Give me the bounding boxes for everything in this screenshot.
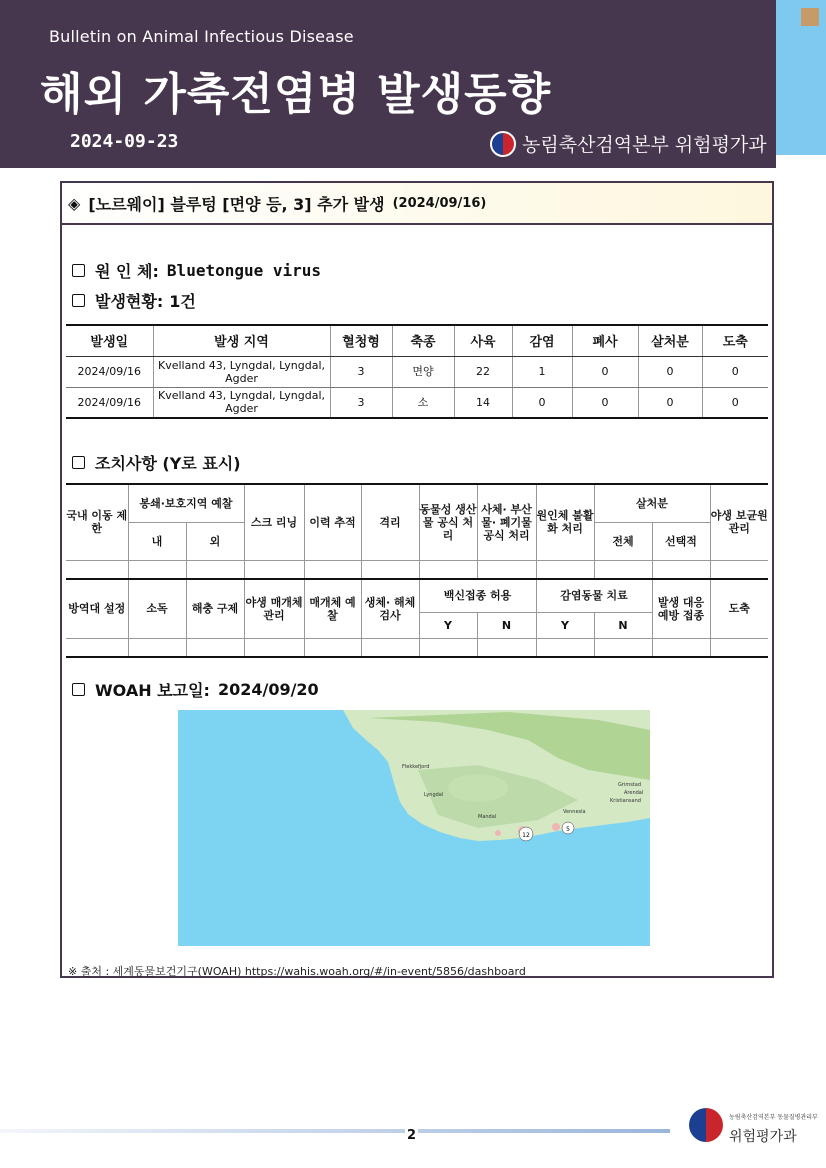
header-culling: 살처분 — [594, 484, 710, 522]
table-cell: 0 — [572, 356, 638, 387]
table-cell: 0 — [512, 387, 572, 418]
topic-bar — [62, 183, 772, 225]
pathogen-label: 원 인 체: — [95, 262, 159, 281]
header-cell: 살처분 — [638, 325, 702, 356]
table-row — [66, 560, 768, 579]
table-cell: 면양 — [392, 356, 454, 387]
issue-date: 2024-09-23 — [70, 131, 179, 152]
header-cell: 발생일 — [66, 325, 153, 356]
source-note: ※ 출처 : 세계동물보건기구(WOAH) https://wahis.woah.org/#/in-event/5856/dashboard — [68, 965, 526, 978]
table-cell: 소 — [392, 387, 454, 418]
header-pest: 해충 구제 — [186, 579, 244, 638]
table-row — [66, 387, 768, 418]
header-culling-all: 전체 — [594, 522, 652, 560]
pathogen-line — [72, 259, 321, 282]
header-trace: 이력 추적 — [304, 484, 361, 560]
map-cluster-label: 5 — [566, 826, 570, 833]
header-wild-vector: 야생 매개체 관리 — [244, 579, 304, 638]
table-cell: 0 — [702, 387, 768, 418]
header-vaccine: 백신접종 허용 — [419, 579, 536, 612]
measures-table — [66, 483, 768, 658]
table-cell: 1 — [512, 356, 572, 387]
header-quarantine: 격리 — [361, 484, 419, 560]
map-graphic — [178, 710, 650, 946]
table-cell: 22 — [454, 356, 512, 387]
report-box — [60, 181, 774, 978]
header-culling-selective: 선택적 — [652, 522, 710, 560]
header-disinfection: 소독 — [128, 579, 186, 638]
topic-title: [노르웨이] 블루텅 [면양 등, 3] 추가 발생 — [88, 194, 385, 214]
map-place-label: Flekkefjord — [402, 764, 430, 770]
checkbox-square-icon — [72, 456, 85, 469]
header-accent-orange — [801, 8, 819, 26]
footer-line — [0, 1129, 670, 1133]
table-header-row — [66, 325, 768, 356]
header-inactivation: 원인체 불활화 처리 — [536, 484, 594, 560]
header-zone-in: 내 — [128, 522, 186, 560]
table-cell: 0 — [702, 356, 768, 387]
table-cell: 3 — [330, 356, 392, 387]
table-cell: 3 — [330, 387, 392, 418]
header-movement: 국내 이동 제한 — [66, 484, 128, 560]
page-title: 해외 가축전염병 발생동향 — [40, 69, 552, 120]
bulletin-subtitle: Bulletin on Animal Infectious Disease — [49, 27, 354, 46]
header-cell: 사육 — [454, 325, 512, 356]
checkbox-square-icon — [72, 294, 85, 307]
header-cell: 발생 지역 — [153, 325, 330, 356]
table-cell: 0 — [638, 387, 702, 418]
map-place-label: Vennesla — [563, 809, 586, 815]
header-cell: 도축 — [702, 325, 768, 356]
table-cell: 14 — [454, 387, 512, 418]
header-cell: 축종 — [392, 325, 454, 356]
header-treatment-no: N — [594, 612, 652, 638]
outbreak-map — [178, 710, 650, 946]
woah-line — [72, 678, 319, 701]
header-prevent-vaccination: 발생 대응 예방 접종 — [652, 579, 710, 638]
header-slaughter: 도축 — [710, 579, 768, 638]
map-cluster-label: 12 — [522, 832, 530, 839]
header-vaccine-no: N — [477, 612, 536, 638]
header-cell: 폐사 — [572, 325, 638, 356]
footer-org-name: 농림축산검역본부 동물질병관리부 — [729, 1114, 818, 1121]
header-wildlife: 야생 보균원 관리 — [710, 484, 768, 560]
checkbox-square-icon — [72, 683, 85, 696]
page-number: 2 — [407, 1128, 417, 1143]
header-vector-surveillance: 매개체 예찰 — [304, 579, 361, 638]
header-zone: 봉쇄·보호지역 예찰 — [128, 484, 244, 522]
organization — [490, 130, 767, 157]
measures-title: 조치사항 (Y로 표시) — [95, 454, 241, 473]
header-screening: 스크 리닝 — [244, 484, 304, 560]
table-cell: 2024/09/16 — [66, 387, 153, 418]
table-cell: Kvelland 43, Lyngdal, Lyngdal, Agder — [153, 356, 330, 387]
woah-label: WOAH 보고일: — [95, 681, 210, 700]
table-row — [66, 356, 768, 387]
outbreak-table — [66, 324, 768, 419]
table-cell: 2024/09/16 — [66, 356, 153, 387]
table-cell: 0 — [572, 387, 638, 418]
topic-date: (2024/09/16) — [392, 195, 487, 211]
header-zone-out: 외 — [186, 522, 244, 560]
header-cell: 혈청형 — [330, 325, 392, 356]
taegeuk-logo-icon — [689, 1108, 723, 1142]
header-carcass: 사체· 부산물· 폐기물 공식 처리 — [477, 484, 536, 560]
header-treatment: 감염동물 치료 — [536, 579, 652, 612]
header-barrier: 방역대 설정 — [66, 579, 128, 638]
header-bio-test: 생체· 해체 검사 — [361, 579, 419, 638]
map-place-label: Arendal — [624, 790, 644, 796]
map-place-label: Grimstad — [618, 782, 641, 788]
map-place-label: Kristiansand — [610, 798, 641, 804]
checkbox-square-icon — [72, 264, 85, 277]
table-cell: 0 — [638, 356, 702, 387]
taegeuk-logo-icon — [490, 131, 516, 157]
status-label: 발생현황: — [95, 292, 164, 311]
woah-date: 2024/09/20 — [217, 680, 319, 699]
organization-name: 농림축산검역본부 위험평가과 — [522, 134, 767, 156]
status-line — [72, 289, 196, 312]
measures-line — [72, 451, 241, 474]
header-cell: 감염 — [512, 325, 572, 356]
pathogen-value: Bluetongue virus — [166, 261, 322, 280]
status-value: 1건 — [169, 292, 196, 311]
diamond-icon: ◈ — [68, 193, 81, 213]
table-cell: Kvelland 43, Lyngdal, Lyngdal, Agder — [153, 387, 330, 418]
map-place-label: Mandal — [478, 814, 497, 820]
header-vaccine-yes: Y — [419, 612, 477, 638]
header-products: 동물성 생산물 공식 처리 — [419, 484, 477, 560]
table-row — [66, 638, 768, 657]
map-place-label: Lyngdal — [424, 792, 444, 798]
footer-dept-name: 위험평가과 — [729, 1129, 797, 1145]
header-treatment-yes: Y — [536, 612, 594, 638]
